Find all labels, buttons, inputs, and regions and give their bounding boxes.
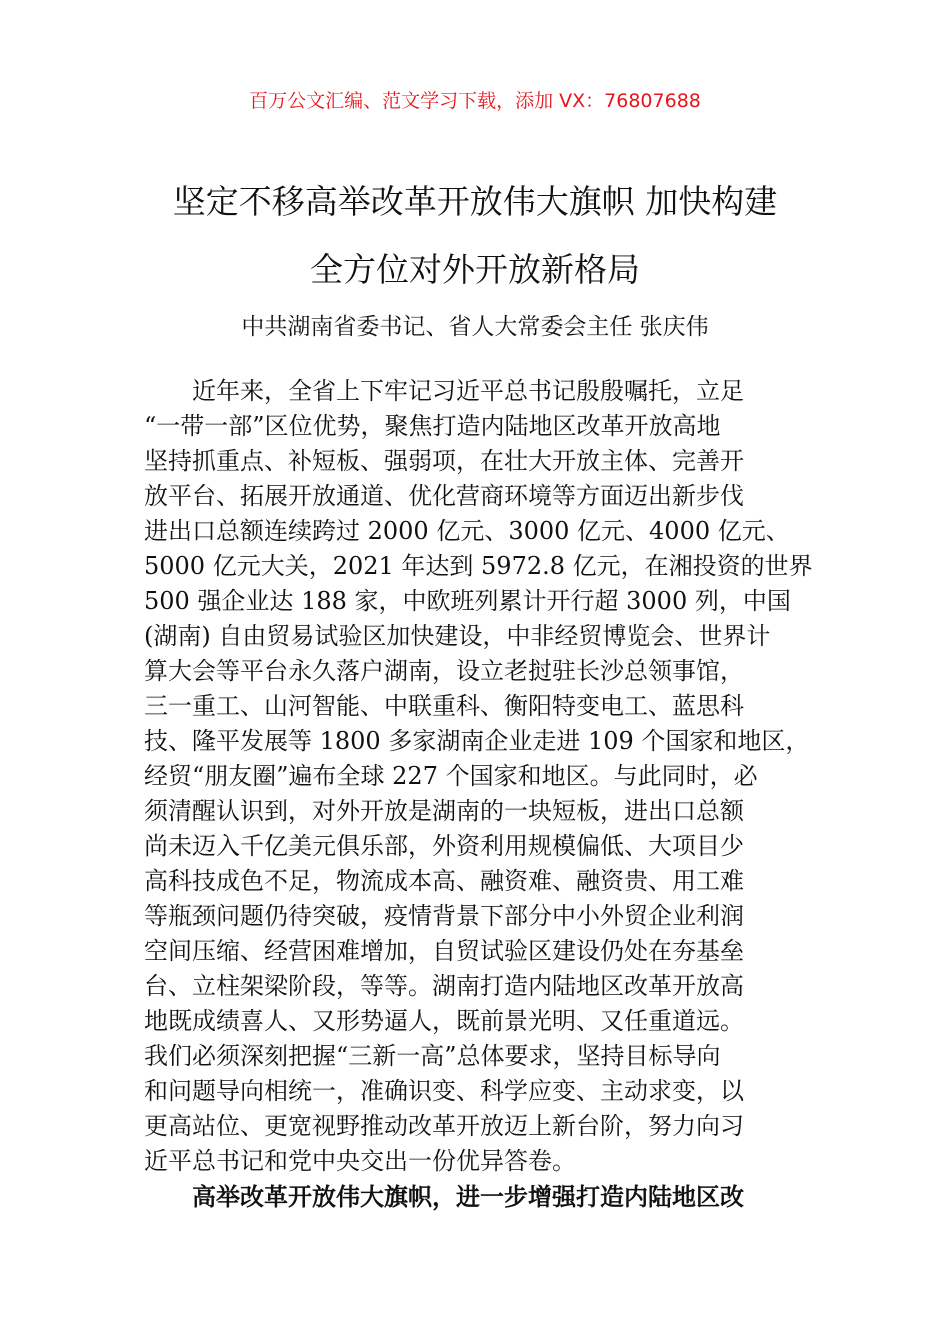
body-line: 算大会等平台永久落户湖南，设立老挝驻长沙总领事馆， <box>144 657 744 685</box>
body-line: 坚持抓重点、补短板、强弱项，在壮大开放主体、完善开 <box>144 447 744 475</box>
body-line: 台、立柱架梁阶段，等等。湖南打造内陆地区改革开放高 <box>144 972 744 1000</box>
body-line: 三一重工、山河智能、中联重科、衡阳特变电工、蓝思科 <box>144 692 744 720</box>
body-line: 近平总书记和党中央交出一份优异答卷。 <box>144 1147 576 1175</box>
document-title-line-1: 坚定不移高举改革开放伟大旗帜 加快构建 <box>172 182 778 221</box>
body-line: 近年来，全省上下牢记习近平总书记殷殷嘱托，立足 <box>192 377 744 405</box>
body-line: 放平台、拓展开放通道、优化营商环境等方面迈出新步伐 <box>144 482 744 510</box>
document-title-line-2: 全方位对外开放新格局 <box>310 250 640 289</box>
body-line: 高科技成色不足，物流成本高、融资难、融资贵、用工难 <box>144 867 744 895</box>
watermark-text: 百万公文汇编、范文学习下载，添加 VX：76807688 <box>249 90 701 112</box>
body-line: 5000 亿元大关，2021 年达到 5972.8 亿元，在湘投资的世界 <box>144 552 813 580</box>
article-body <box>144 374 820 1214</box>
body-line: 500 强企业达 188 家，中欧班列累计开行超 3000 列，中国 <box>144 587 791 615</box>
body-line: 地既成绩喜人、又形势逼人，既前景光明、又任重道远。 <box>144 1007 744 1035</box>
body-line: 经贸“朋友圈”遍布全球 227 个国家和地区。与此同时，必 <box>144 762 758 790</box>
body-line: 进出口总额连续跨过 2000 亿元、3000 亿元、4000 亿元、 <box>144 517 790 545</box>
author-byline: 中共湖南省委书记、省人大常委会主任 张庆伟 <box>241 314 709 340</box>
body-line: 尚未迈入千亿美元俱乐部，外资利用规模偏低、大项目少 <box>144 832 744 860</box>
body-line: 等瓶颈问题仍待突破，疫情背景下部分中小外贸企业利润 <box>144 902 744 930</box>
body-line: (湖南) 自由贸易试验区加快建设，中非经贸博览会、世界计 <box>144 622 771 650</box>
body-line: “一带一部”区位优势，聚焦打造内陆地区改革开放高地 <box>144 412 721 440</box>
body-line: 更高站位、更宽视野推动改革开放迈上新台阶，努力向习 <box>144 1112 744 1140</box>
body-line: 空间压缩、经营困难增加，自贸试验区建设仍处在夯基垒 <box>144 937 744 965</box>
body-line: 须清醒认识到，对外开放是湖南的一块短板，进出口总额 <box>144 797 744 825</box>
body-line: 和问题导向相统一，准确识变、科学应变、主动求变，以 <box>144 1077 744 1105</box>
body-line: 技、隆平发展等 1800 多家湖南企业走进 109 个国家和地区， <box>144 727 810 755</box>
section-subheading: 高举改革开放伟大旗帜，进一步增强打造内陆地区改 <box>192 1182 744 1211</box>
body-line: 我们必须深刻把握“三新一高”总体要求，坚持目标导向 <box>144 1042 721 1070</box>
